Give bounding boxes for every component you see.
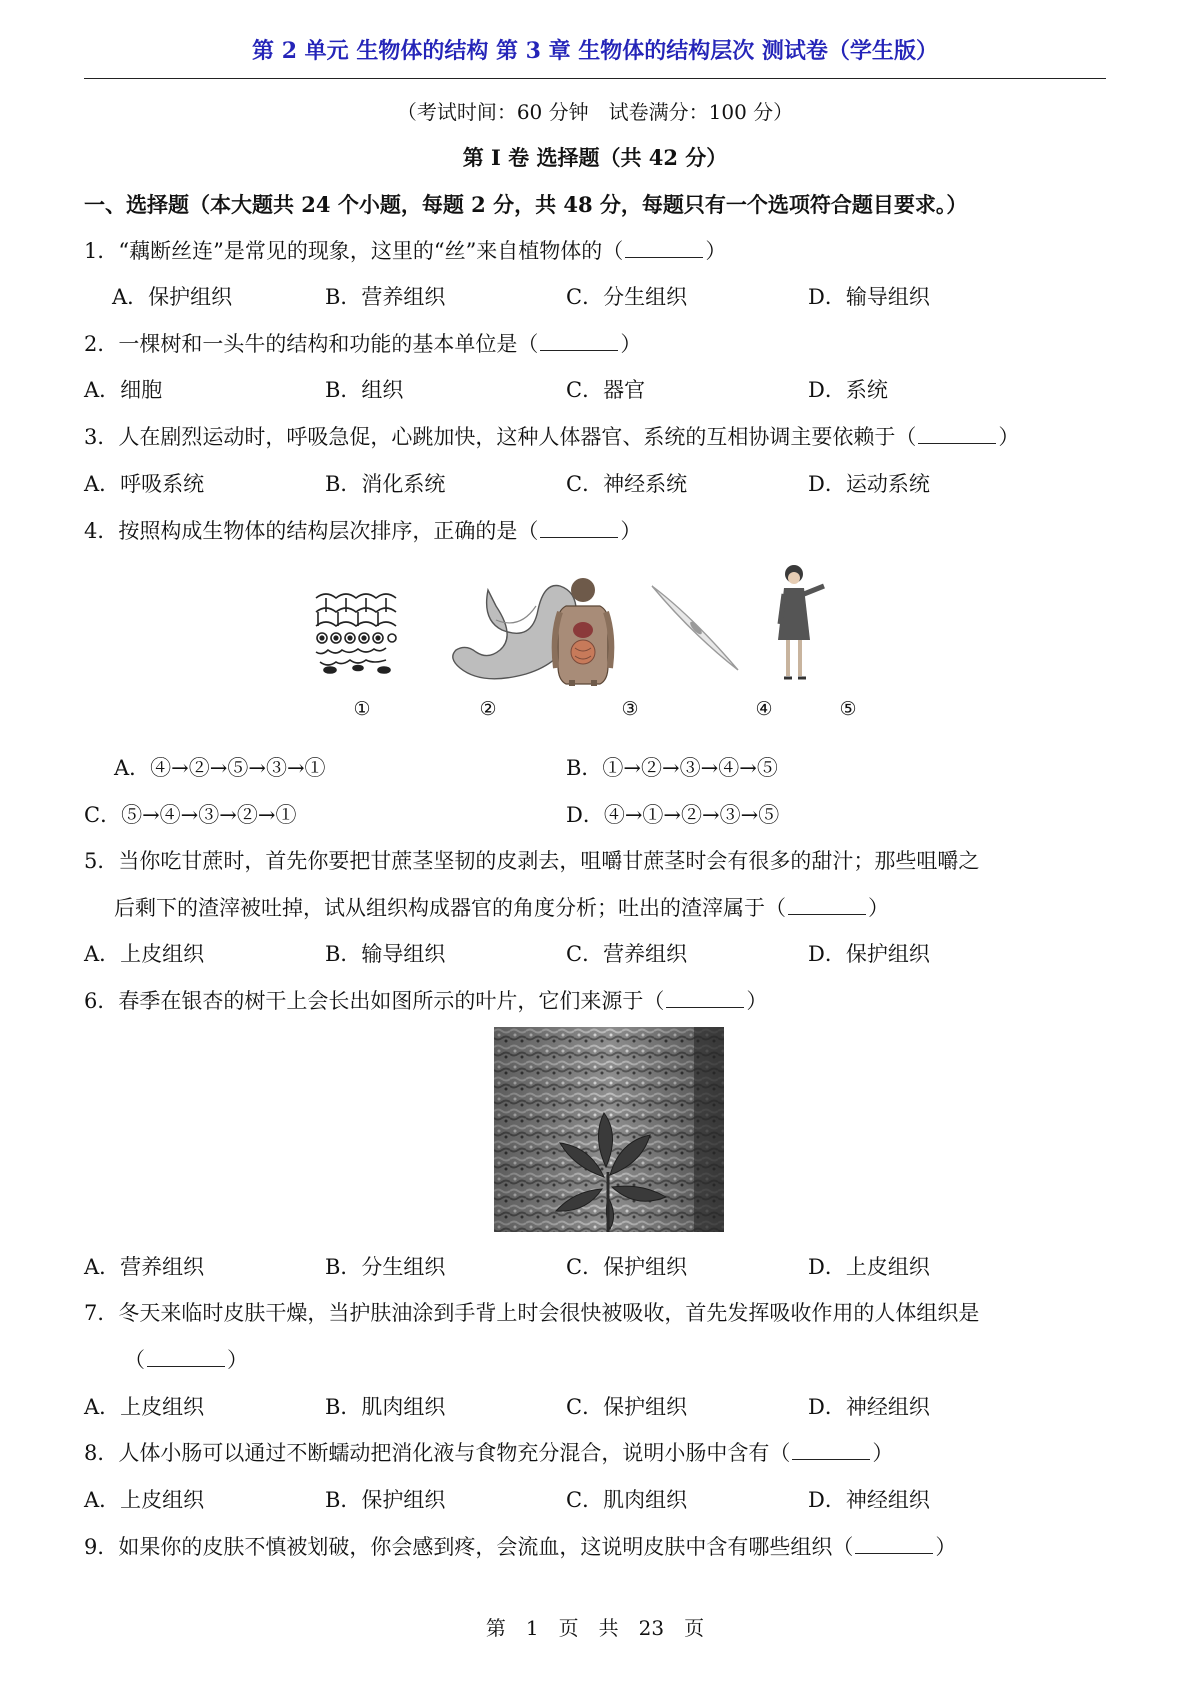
option-d: D．神经组织 (808, 1488, 930, 1512)
figure-label-1: ① (353, 698, 371, 720)
answer-blank (147, 1346, 225, 1367)
page-footer: 第 1 页 共 23 页 (485, 1616, 705, 1640)
answer-blank (540, 330, 618, 351)
option-d: D．系统 (808, 378, 888, 402)
option-d: D．保护组织 (808, 942, 930, 966)
question-1: 1．“藕断丝连”是常见的现象，这里的“丝”来自植物体的（ ） (84, 239, 727, 263)
question-5: 5．当你吃甘蔗时，首先你要把甘蔗茎坚韧的皮剥去，咀嚼甘蔗茎时会有很多的甜汁；那些咀嚼之 (84, 849, 980, 873)
option-c: C．营养组织 (566, 942, 688, 966)
option-c: C．器官 (566, 378, 646, 402)
option-d: D．④→①→②→③→⑤ (566, 803, 780, 827)
option-a: A．上皮组织 (84, 1395, 205, 1419)
question-8: 8．人体小肠可以通过不断蠕动把消化液与食物充分混合，说明小肠中含有（ ） (84, 1441, 894, 1465)
option-c: C．神经系统 (566, 472, 688, 496)
cell-illustration (652, 586, 738, 670)
ginkgo-trunk-photo (494, 1027, 724, 1232)
question-stem: 9．如果你的皮肤不慎被划破，你会感到疼，会流血，这说明皮肤中含有哪些组织（ (84, 1535, 854, 1559)
option-a: A．④→②→⑤→③→① (114, 756, 326, 780)
organism-illustration (778, 565, 824, 678)
option-c: C．保护组织 (566, 1395, 688, 1419)
part-title: 第 I 卷 选择题（共 42 分） (462, 145, 728, 170)
option-b: B．输导组织 (325, 942, 446, 966)
option-d: D．神经组织 (808, 1395, 930, 1419)
option-b: B．保护组织 (325, 1488, 446, 1512)
answer-blank (792, 1439, 870, 1460)
answer-blank (788, 894, 866, 915)
answer-blank (625, 237, 703, 258)
ginkgo-photo-image (494, 1027, 724, 1232)
question-stem: 2．一棵树和一头牛的结构和功能的基本单位是（ (84, 332, 539, 356)
structure-level-figure (300, 560, 900, 740)
answer-blank (918, 423, 996, 444)
figure-images (300, 560, 900, 690)
question-5-continued: 后剩下的渣滓被吐掉，试从组织构成器官的角度分析；吐出的渣滓属于（ ） (114, 896, 889, 920)
question-2: 2．一棵树和一头牛的结构和功能的基本单位是（ ） (84, 332, 642, 356)
option-b: B．分生组织 (325, 1255, 446, 1279)
question-stem: 8．人体小肠可以通过不断蠕动把消化液与食物充分混合，说明小肠中含有（ (84, 1441, 791, 1465)
figure-label-2: ② (479, 698, 497, 720)
option-b: B．肌肉组织 (325, 1395, 446, 1419)
option-b: B．组织 (325, 378, 404, 402)
option-a: A．上皮组织 (84, 942, 205, 966)
option-b: B．消化系统 (325, 472, 446, 496)
option-a: A．细胞 (84, 378, 163, 402)
option-c: C．肌肉组织 (566, 1488, 688, 1512)
question-4: 4．按照构成生物体的结构层次排序，正确的是（ ） (84, 519, 642, 543)
option-b: B．①→②→③→④→⑤ (566, 756, 778, 780)
tissue-illustration (314, 592, 396, 674)
option-d: D．运动系统 (808, 472, 930, 496)
document-header: 第 2 单元 生物体的结构 第 3 章 生物体的结构层次 测试卷（学生版） (252, 38, 938, 64)
option-b: B．营养组织 (325, 285, 446, 309)
option-d: D．输导组织 (808, 285, 930, 309)
section-title: 一、选择题（本大题共 24 个小题，每题 2 分，共 48 分，每题只有一个选项符合题目要求。） (84, 192, 968, 217)
question-7-continued: （ ） (124, 1348, 248, 1372)
figure-label-4: ④ (755, 698, 773, 720)
figure-label-5: ⑤ (839, 698, 857, 720)
option-a: A．营养组织 (84, 1255, 205, 1279)
figure-label-3: ③ (621, 698, 639, 720)
question-9: 9．如果你的皮肤不慎被划破，你会感到疼，会流血，这说明皮肤中含有哪些组织（ ） (84, 1535, 957, 1559)
question-3: 3．人在剧烈运动时，呼吸急促，心跳加快，这种人体器官、系统的互相协调主要依赖于（ ） (84, 425, 1020, 449)
option-a: A．呼吸系统 (84, 472, 205, 496)
question-6: 6．春季在银杏的树干上会长出如图所示的叶片，它们来源于（ ） (84, 989, 768, 1013)
question-stem: 3．人在剧烈运动时，呼吸急促，心跳加快，这种人体器官、系统的互相协调主要依赖于（ (84, 425, 917, 449)
question-7: 7．冬天来临时皮肤干燥，当护肤油涂到手背上时会很快被吸收，首先发挥吸收作用的人体组织是 (84, 1301, 980, 1325)
question-stem: 1．“藕断丝连”是常见的现象，这里的“丝”来自植物体的（ (84, 239, 624, 263)
option-d: D．上皮组织 (808, 1255, 930, 1279)
option-a: A．保护组织 (112, 285, 233, 309)
option-c: C．分生组织 (566, 285, 688, 309)
option-c: C．保护组织 (566, 1255, 688, 1279)
answer-blank (540, 517, 618, 538)
question-stem: 6．春季在银杏的树干上会长出如图所示的叶片，它们来源于（ (84, 989, 665, 1013)
option-c: C．⑤→④→③→②→① (84, 803, 297, 827)
option-a: A．上皮组织 (84, 1488, 205, 1512)
question-stem: 4．按照构成生物体的结构层次排序，正确的是（ (84, 519, 539, 543)
header-rule (84, 78, 1106, 79)
answer-blank (666, 987, 744, 1008)
answer-blank (855, 1533, 933, 1554)
exam-info: （考试时间：60 分钟 试卷满分：100 分） (396, 100, 794, 124)
